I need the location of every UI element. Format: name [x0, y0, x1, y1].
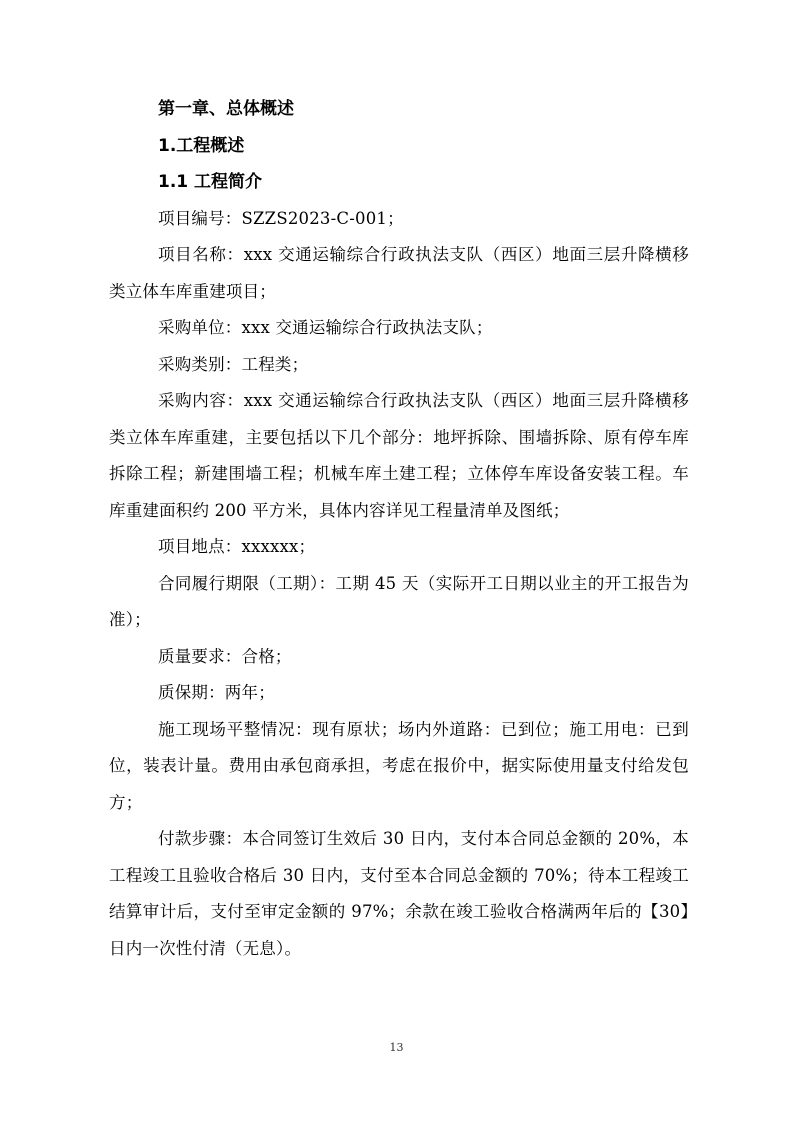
project-number-paragraph: 项目编号：SZZS2023-C-001； [158, 208, 404, 228]
warranty-paragraph: 质保期：两年； [158, 683, 275, 702]
chapter-heading: 第一章、总体概述 [158, 99, 294, 119]
content-paragraph: 采购内容：xxx 交通运输综合行政执法支队（西区）地面三层升降横移类立体车库重建，主要包括以下几个部分：地坪拆除、围墙拆除、原有停车库拆除工程；新建围墙工程；机械车库土建工程；立体停车库设备安装工程。车库重建面积约 200 平方米，具体内容详见工程量清单及图纸； [109, 391, 689, 520]
location-paragraph: 项目地点：xxxxxx； [158, 537, 316, 556]
site-conditions-paragraph: 施工现场平整情况：现有原状；场内外道路：已到位；施工用电：已到位，装表计量。费用由承包商承担，考虑在报价中，据实际使用量支付给发包方； [109, 719, 689, 812]
purchaser-paragraph: 采购单位：xxx 交通运输综合行政执法支队； [158, 318, 493, 337]
section-heading: 1.工程概述 [158, 135, 245, 156]
subsection-heading: 1.1 工程简介 [158, 172, 263, 192]
project-name-paragraph: 项目名称：xxx 交通运输综合行政执法支队（西区）地面三层升降横移类立体车库重建项目； [109, 245, 689, 301]
category-paragraph: 采购类别：工程类； [158, 354, 309, 374]
duration-paragraph: 合同履行期限（工期）：工期 45 天（实际开工日期以业主的开工报告为准）； [109, 573, 689, 629]
quality-paragraph: 质量要求：合格； [158, 646, 292, 666]
document-body [109, 91, 689, 967]
payment-paragraph: 付款步骤：本合同签订生效后 30 日内，支付本合同总金额的 20%，本工程竣工且验收合格后 30 日内，支付至本合同总金额的 70%；待本工程竣工结算审计后，支付至审定金额的 97%；余款在竣工验收合格满两年后的【30】日内一次性付清（无息）。 [109, 829, 689, 958]
page-number: 13 [389, 1041, 404, 1054]
